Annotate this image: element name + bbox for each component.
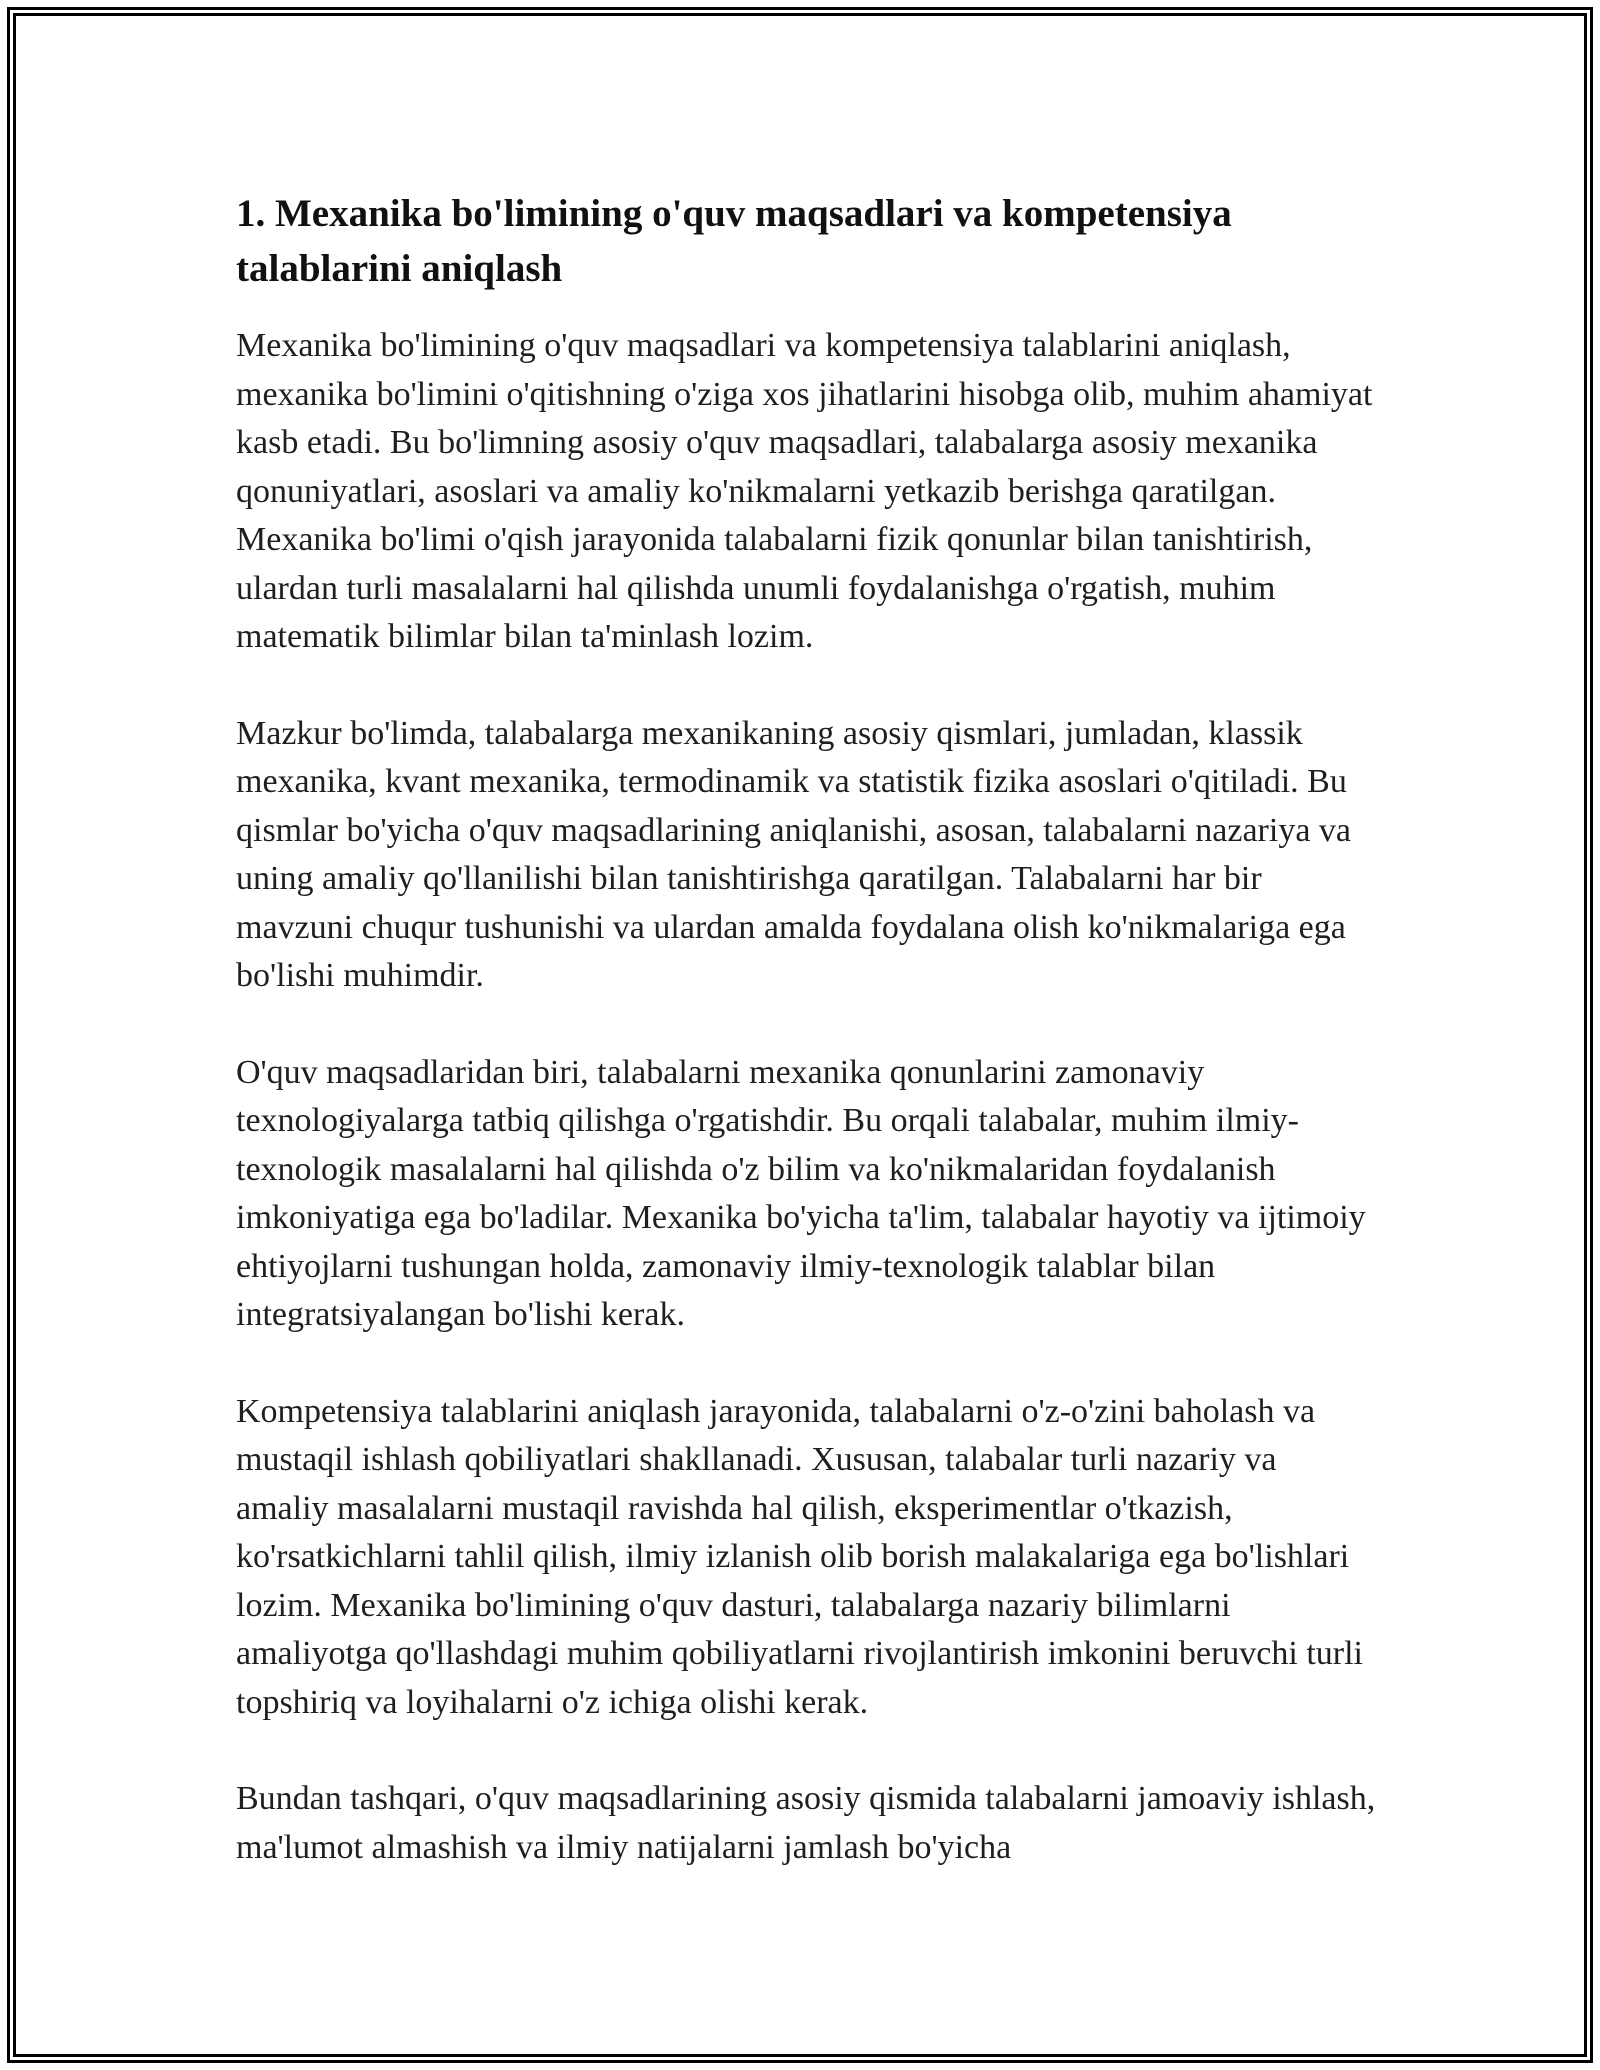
paragraph-5: Bundan tashqari, o'quv maqsadlarining asosiy qismida talabalarni jamoaviy ishlash, ma'lumot almashish va ilmiy natijalarni jamlash bo'yicha — [236, 1780, 1376, 1866]
paragraph-4: Kompetensiya talablarini aniqlash jarayonida, talabalarni o'z-o'zini baholash va mustaqil ishlash qobiliyatlari shakllanadi. Xususan, talabalar turli nazariy va amaliy masalalarni mustaqil ravishda hal qilish, eksperimentlar o'tkazish, ko'rsatkichlarni tahlil qilish, ilmiy izlanish olib borish malakalariga ega bo'lishlari lozim. Mexanika bo'limining o'quv dasturi, talabalarga nazariy bilimlarni amaliyotga qo'llashdagi muhim qobiliyatlarni rivojlantirish imkonini beruvchi turli topshiriq va loyihalarni o'z ichiga olishi kerak. — [236, 1392, 1363, 1721]
section-heading: 1. Mexanika bo'limining o'quv maqsadlari va kompetensiya talablarini aniqlash — [236, 192, 1232, 290]
paragraph-1: Mexanika bo'limining o'quv maqsadlari va kompetensiya talablarini aniqlash, mexanika bo'limini o'qitishning o'ziga xos jihatlarini hisobga olib, muhim ahamiyat kasb etadi. Bu bo'limning asosiy o'quv maqsadlari, talabalarga asosiy mexanika qonuniyatlari, asoslari va amaliy ko'nikmalarni yetkazib berishga qaratilgan. Mexanika bo'limi o'qish jarayonida talabalarni fizik qonunlar bilan tanishtirish, ulardan turli masalalarni hal qilishda unumli foydalanishga o'rgatish, muhim matematik bilimlar bilan ta'minlash lozim. — [236, 327, 1373, 655]
document-body — [236, 186, 1376, 1920]
paragraph-3: O'quv maqsadlaridan biri, talabalarni mexanika qonunlarini zamonaviy texnologiyalarga tatbiq qilishga o'rgatishdir. Bu orqali talabalar, muhim ilmiy-texnologik masalalarni hal qilishda o'z bilim va ko'nikmalaridan foydalanish imkoniyatiga ega bo'ladilar. Mexanika bo'yicha ta'lim, talabalar hayotiy va ijtimoiy ehtiyojlarni tushungan holda, zamonaviy ilmiy-texnologik talablar bilan integratsiyalangan bo'lishi kerak. — [236, 1053, 1366, 1333]
paragraph-2: Mazkur bo'limda, talabalarga mexanikaning asosiy qismlari, jumladan, klassik mexanika, kvant mexanika, termodinamik va statistik fizika asoslari o'qitiladi. Bu qismlar bo'yicha o'quv maqsadlarining aniqlanishi, asosan, talabalarni nazariya va uning amaliy qo'llanilishi bilan tanishtirishga qaratilgan. Talabalarni har bir mavzuni chuqur tushunishi va ulardan amalda foydalana olish ko'nikmalariga ega bo'lishi muhimdir. — [236, 714, 1352, 994]
